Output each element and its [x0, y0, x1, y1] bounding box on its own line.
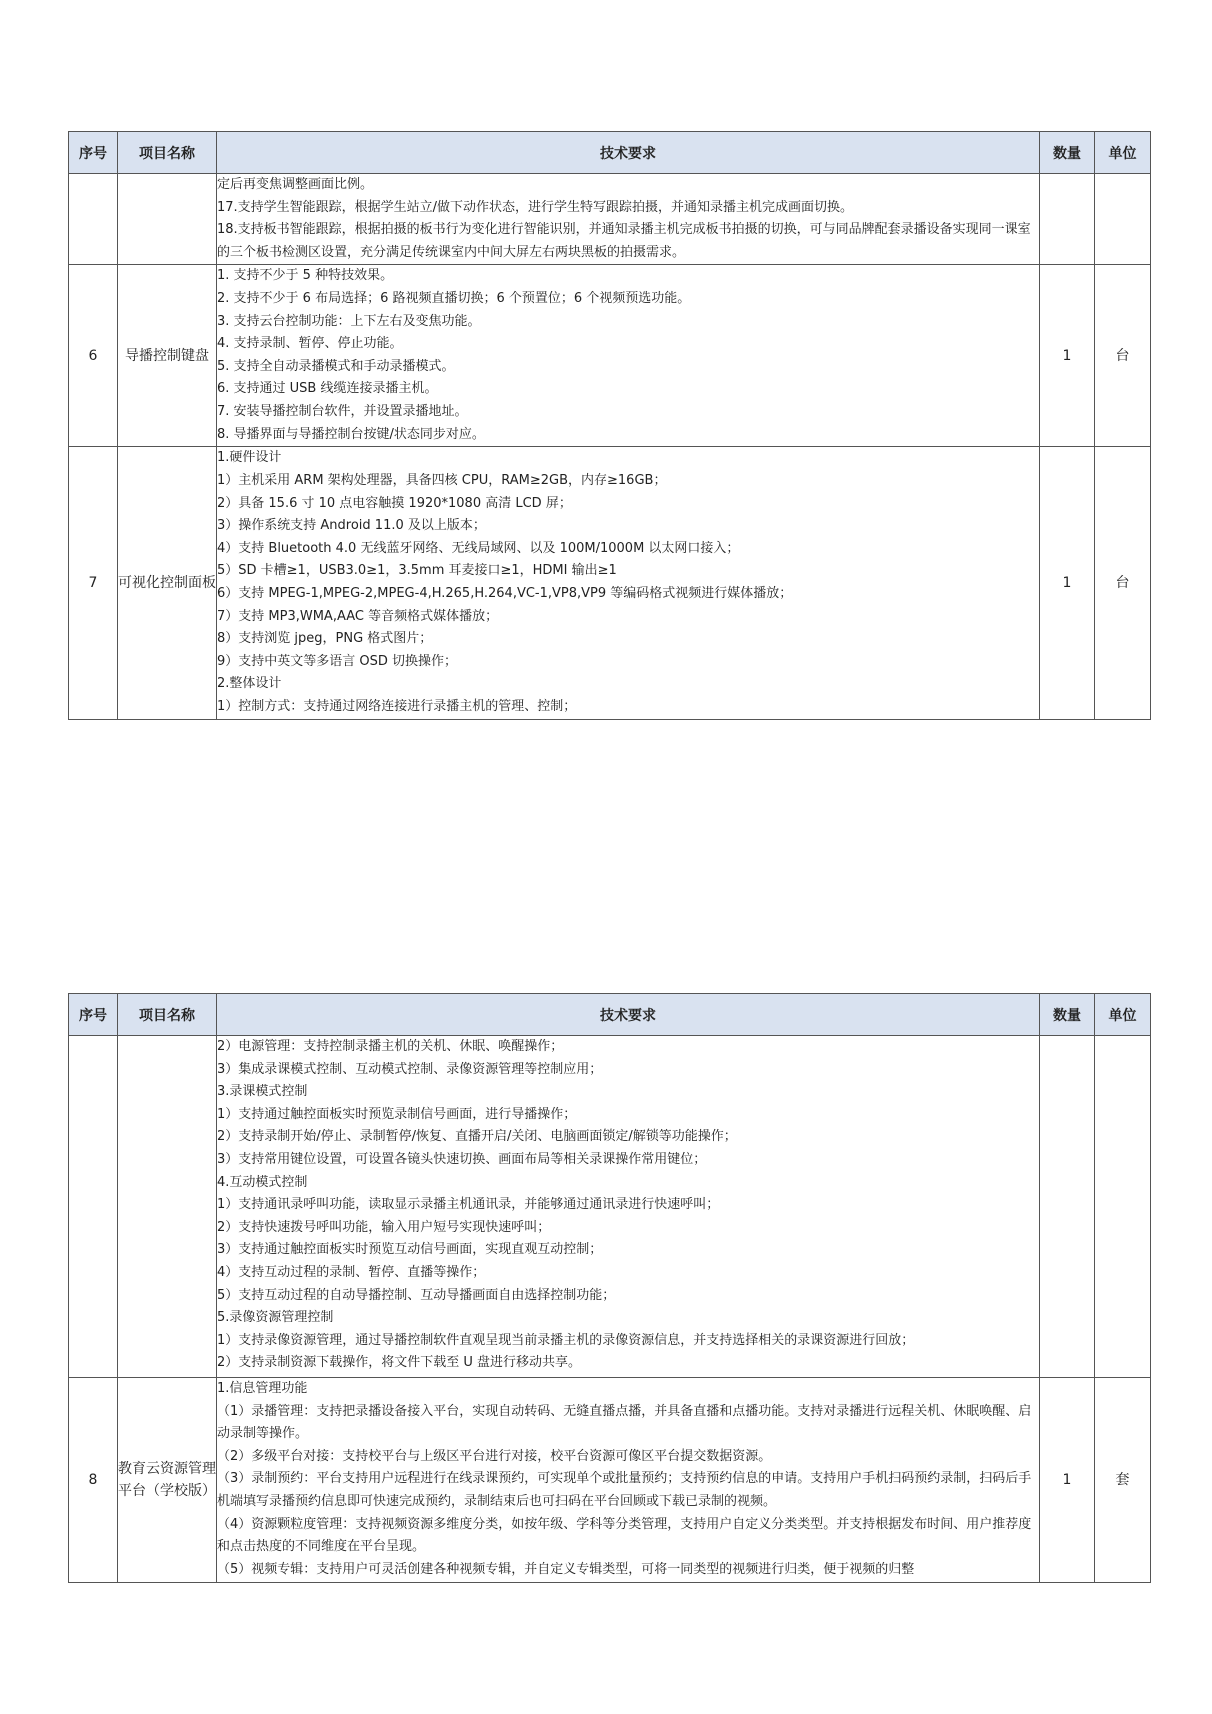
- req-line: 3. 支持云台控制功能：上下左右及变焦功能。: [217, 313, 481, 329]
- header-name: 项目名称: [118, 132, 217, 174]
- req-line: 4.互动模式控制: [217, 1174, 308, 1190]
- requirements-cell: [217, 265, 1040, 447]
- header-index: 序号: [69, 994, 118, 1036]
- item-name: 教育云资源管理平台（学校版）: [118, 1378, 217, 1583]
- item-quantity: 1: [1040, 265, 1095, 447]
- item-index: 7: [69, 447, 118, 720]
- req-line: 5. 支持全自动录播模式和手动录播模式。: [217, 358, 455, 374]
- req-line: 3）操作系统支持 Android 11.0 及以上版本；: [217, 518, 486, 534]
- table-row-continuation: [69, 1036, 1151, 1378]
- req-line: 5）SD 卡槽≥1，USB3.0≥1，3.5mm 耳麦接口≥1，HDMI 输出≥1: [217, 563, 617, 579]
- req-line: 1. 支持不少于 5 种特技效果。: [217, 268, 394, 284]
- req-line: 6. 支持通过 USB 线缆连接录播主机。: [217, 381, 438, 397]
- table-row-item-6: [69, 265, 1151, 447]
- req-line: 3）支持常用键位设置，可设置各镜头快速切换、画面布局等相关录课操作常用键位；: [217, 1151, 707, 1167]
- req-line: 1）主机采用 ARM 架构处理器，具备四核 CPU，RAM≥2GB，内存≥16GB；: [217, 472, 667, 488]
- req-line: 2）支持录制资源下载操作，将文件下载至 U 盘进行移动共享。: [217, 1355, 582, 1371]
- req-line: 1.硬件设计: [217, 450, 282, 466]
- header-unit: 单位: [1095, 132, 1151, 174]
- item-quantity: 1: [1040, 447, 1095, 720]
- req-line: 6）支持 MPEG-1,MPEG-2,MPEG-4,H.265,H.264,VC-1,VP8,VP9 等编码格式视频进行媒体播放；: [217, 585, 793, 601]
- table-row-item-7: [69, 447, 1151, 720]
- requirements-cell: [217, 447, 1040, 720]
- item-unit: 台: [1095, 265, 1151, 447]
- req-line: 4）支持 Bluetooth 4.0 无线蓝牙网络、无线局域网、以及 100M/1000M 以太网口接入；: [217, 540, 740, 556]
- table-row-continuation: [69, 174, 1151, 265]
- req-line: 5）支持互动过程的自动导播控制、互动导播画面自由选择控制功能；: [217, 1287, 616, 1303]
- table-header-row: [69, 994, 1151, 1036]
- header-index: 序号: [69, 132, 118, 174]
- req-line: 3）集成录课模式控制、互动模式控制、录像资源管理等控制应用；: [217, 1061, 603, 1077]
- item-index: 8: [69, 1378, 118, 1583]
- item-quantity: 1: [1040, 1378, 1095, 1583]
- header-name: 项目名称: [118, 994, 217, 1036]
- req-line: 7）支持 MP3,WMA,AAC 等音频格式媒体播放；: [217, 608, 499, 624]
- requirements-cell: [217, 1036, 1040, 1378]
- req-line: 2. 支持不少于 6 布局选择；6 路视频直播切换；6 个预置位；6 个视频预选功能。: [217, 290, 691, 306]
- item-unit: 套: [1095, 1378, 1151, 1583]
- req-line: 5.录像资源管理控制: [217, 1310, 334, 1326]
- req-line: 7. 安装导播控制台软件，并设置录播地址。: [217, 403, 468, 419]
- req-line: 4. 支持录制、暂停、停止功能。: [217, 336, 403, 352]
- req-line: （3）录制预约：平台支持用户远程进行在线录课预约，可实现单个或批量预约；支持预约信息的申请。支持用户手机扫码预约录制，扫码后手机端填写录播预约信息即可快速完成预约，录制结束后也可扫码在平台回顾或下载已录制的视频。: [217, 1471, 1032, 1509]
- req-line: 2）具备 15.6 寸 10 点电容触摸 1920*1080 高清 LCD 屏；: [217, 495, 572, 511]
- item-name: 导播控制键盘: [118, 265, 217, 447]
- req-line: （2）多级平台对接：支持校平台与上级区平台进行对接，校平台资源可像区平台提交数据资源。: [217, 1448, 772, 1464]
- req-line: 2.整体设计: [217, 676, 282, 692]
- spec-table-1: [68, 131, 1151, 720]
- requirements-cell: [217, 174, 1040, 265]
- requirements-cell: [217, 1378, 1040, 1583]
- spec-table-2: [68, 993, 1151, 1583]
- header-quantity: 数量: [1040, 132, 1095, 174]
- req-line: 17.支持学生智能跟踪，根据学生站立/做下动作状态，进行学生特写跟踪拍摄，并通知录播主机完成画面切换。: [217, 199, 854, 215]
- req-line: 2）支持快速拨号呼叫功能，输入用户短号实现快速呼叫；: [217, 1219, 551, 1235]
- header-quantity: 数量: [1040, 994, 1095, 1036]
- req-line: 8）支持浏览 jpeg，PNG 格式图片；: [217, 631, 433, 647]
- table-row-item-8: [69, 1378, 1151, 1583]
- req-line: 1）控制方式：支持通过网络连接进行录播主机的管理、控制；: [217, 698, 577, 714]
- req-line: 1）支持录像资源管理，通过导播控制软件直观呈现当前录播主机的录像资源信息，并支持选择相关的录课资源进行回放；: [217, 1332, 915, 1348]
- header-requirements: 技术要求: [217, 132, 1040, 174]
- req-line: 8. 导播界面与导播控制台按键/状态同步对应。: [217, 426, 485, 442]
- req-line: （4）资源颗粒度管理：支持视频资源多维度分类，如按年级、学科等分类管理，支持用户自定义分类类型。并支持根据发布时间、用户推荐度和点击热度的不同维度在平台呈现。: [217, 1516, 1032, 1555]
- req-line: 9）支持中英文等多语言 OSD 切换操作；: [217, 653, 458, 669]
- req-line: （1）录播管理：支持把录播设备接入平台，实现自动转码、无缝直播点播，并具备直播和点播功能。支持对录播进行远程关机、休眠唤醒、启动录制等操作。: [217, 1403, 1032, 1442]
- req-line: 4）支持互动过程的录制、暂停、直播等操作；: [217, 1264, 486, 1280]
- req-line: 1）支持通过触控面板实时预览录制信号画面，进行导播操作；: [217, 1106, 577, 1122]
- item-name: 可视化控制面板: [118, 447, 217, 720]
- req-line: 定后再变焦调整画面比例。: [217, 177, 374, 192]
- table-header-row: [69, 132, 1151, 174]
- req-line: 2）支持录制开始/停止、录制暂停/恢复、直播开启/关闭、电脑画面锁定/解锁等功能操作；: [217, 1129, 737, 1145]
- header-requirements: 技术要求: [217, 994, 1040, 1036]
- item-index: 6: [69, 265, 118, 447]
- req-line: 3.录课模式控制: [217, 1084, 308, 1100]
- req-line: 3）支持通过触控面板实时预览互动信号画面，实现直观互动控制；: [217, 1242, 603, 1258]
- req-line: （5）视频专辑：支持用户可灵活创建各种视频专辑，并自定义专辑类型，可将一同类型的视频进行归类，便于视频的归整: [217, 1561, 915, 1577]
- header-unit: 单位: [1095, 994, 1151, 1036]
- item-unit: 台: [1095, 447, 1151, 720]
- req-line: 1）支持通讯录呼叫功能，读取显示录播主机通讯录，并能够通过通讯录进行快速呼叫；: [217, 1197, 720, 1213]
- req-line: 18.支持板书智能跟踪，根据拍摄的板书行为变化进行智能识别，并通知录播主机完成板书拍摄的切换，可与同品牌配套录播设备实现同一课室的三个板书检测区设置，充分满足传统课室内中间大屏左右两块黑板的拍摄需求。: [217, 222, 1031, 260]
- req-line: 1.信息管理功能: [217, 1381, 308, 1396]
- req-line: 2）电源管理：支持控制录播主机的关机、休眠、唤醒操作；: [217, 1039, 564, 1054]
